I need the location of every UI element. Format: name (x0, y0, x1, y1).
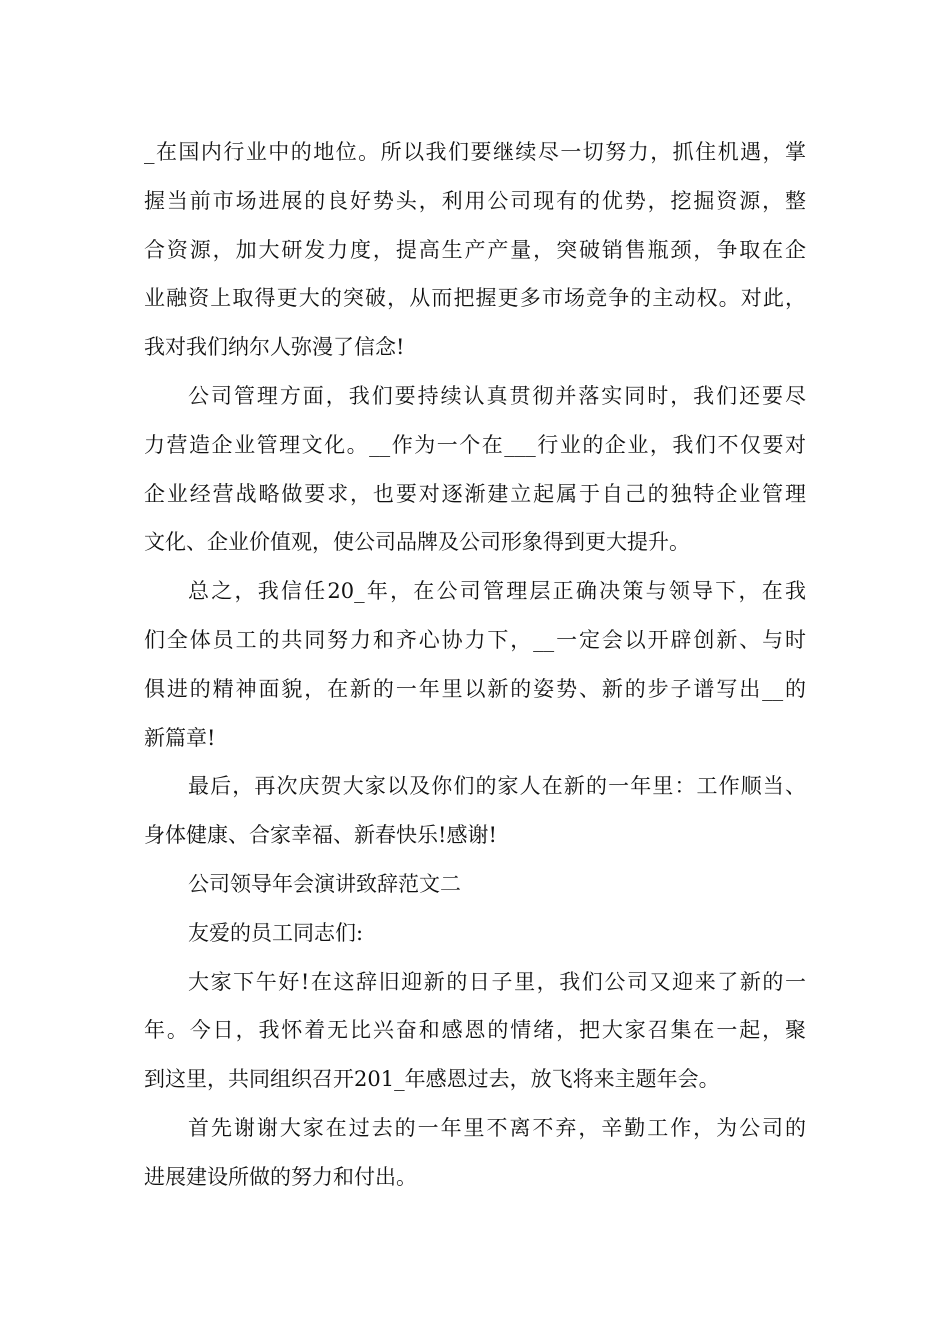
text-line: 到这里，共同组织召开201_年感恩过去，放飞将来主题年会。 (144, 1067, 720, 1092)
text-line: _在国内行业中的地位。所以我们要继续尽一切努力，抓住机遇，掌 (144, 140, 806, 164)
paragraph-5 (144, 958, 806, 1104)
paragraph-6 (144, 1104, 806, 1202)
text-line: 握当前市场进展的良好势头，利用公司现有的优势，挖掘资源，整 (144, 188, 806, 213)
text-line: 首先谢谢大家在过去的一年里不离不弃，辛勤工作，为公司的 (188, 1115, 806, 1140)
text-line: 身体健康、合家幸福、新春快乐!感谢! (144, 823, 497, 848)
text-line: 总之，我信任20_年，在公司管理层正确决策与领导下，在我 (188, 579, 806, 604)
section-heading (144, 860, 806, 909)
text-line: 进展建设所做的努力和付出。 (144, 1164, 417, 1189)
salutation (144, 909, 806, 958)
text-line: 最后，再次庆贺大家以及你们的家人在新的一年里：工作顺当、 (188, 774, 806, 799)
paragraph-1 (144, 128, 806, 372)
text-line: 文化、企业价值观，使公司品牌及公司形象得到更大提升。 (144, 530, 690, 555)
text-line: 们全体员工的共同努力和齐心协力下，__一定会以开辟创新、与时 (144, 627, 806, 652)
text-line: 业融资上取得更大的突破，从而把握更多市场竞争的主动权。对此， (144, 286, 806, 311)
text-line: 企业经营战略做要求，也要对逐渐建立起属于自己的独特企业管理 (144, 481, 806, 506)
paragraph-2 (144, 372, 806, 567)
text-line: 年。今日，我怀着无比兴奋和感恩的情绪，把大家召集在一起，聚 (144, 1018, 806, 1043)
document-page (144, 128, 806, 1202)
paragraph-4 (144, 762, 806, 860)
text-line: 新篇章! (144, 725, 216, 750)
text-line: 公司管理方面，我们要持续认真贯彻并落实同时，我们还要尽 (188, 383, 806, 408)
text-line: 公司领导年会演讲致辞范文二 (188, 871, 461, 896)
text-line: 我对我们纳尔人弥漫了信念! (144, 335, 405, 360)
text-line: 友爱的员工同志们: (188, 920, 364, 945)
text-line: 大家下午好!在这辞旧迎新的日子里，我们公司又迎来了新的一 (188, 969, 806, 994)
text-line: 俱进的精神面貌，在新的一年里以新的姿势、新的步子谱写出__的 (144, 676, 806, 701)
text-line: 合资源，加大研发力度，提高生产产量，突破销售瓶颈，争取在企 (144, 237, 806, 262)
paragraph-3 (144, 567, 806, 762)
text-line: 力营造企业管理文化。__作为一个在___行业的企业，我们不仅要对 (144, 432, 806, 457)
